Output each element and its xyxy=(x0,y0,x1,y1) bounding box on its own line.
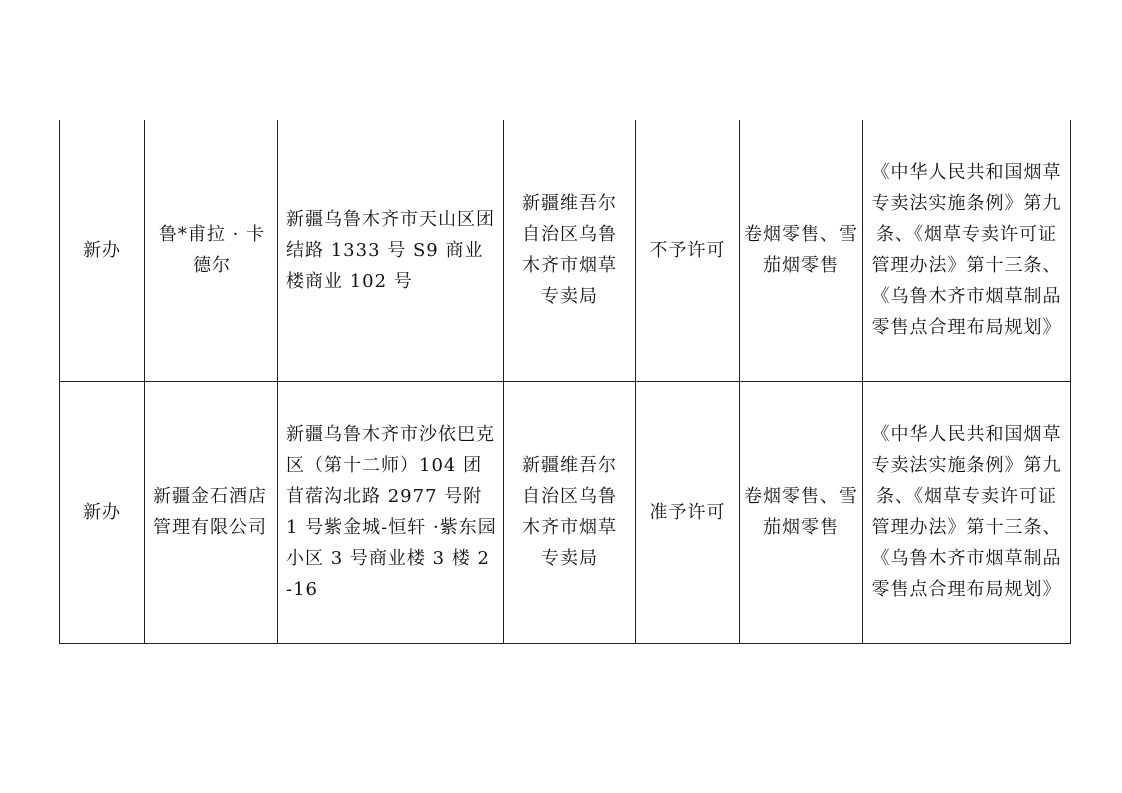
cell-type: 新办 xyxy=(60,120,145,381)
cell-name: 新疆金石酒店管理有限公司 xyxy=(145,381,278,643)
license-table xyxy=(59,120,1071,644)
cell-address: 新疆乌鲁木齐市天山区团结路 1333 号 S9 商业楼商业 102 号 xyxy=(278,120,504,381)
table-row xyxy=(60,120,1071,381)
cell-authority: 新疆维吾尔自治区乌鲁木齐市烟草专卖局 xyxy=(504,120,636,381)
cell-basis: 《中华人民共和国烟草专卖法实施条例》第九条、《烟草专卖许可证管理办法》第十三条、《乌鲁木齐市烟草制品零售点合理布局规划》 xyxy=(863,381,1071,643)
cell-scope: 卷烟零售、雪茄烟零售 xyxy=(740,381,863,643)
cell-scope: 卷烟零售、雪茄烟零售 xyxy=(740,120,863,381)
cell-result: 不予许可 xyxy=(636,120,740,381)
cell-name: 鲁*甫拉 · 卡德尔 xyxy=(145,120,278,381)
cell-basis: 《中华人民共和国烟草专卖法实施条例》第九条、《烟草专卖许可证管理办法》第十三条、《乌鲁木齐市烟草制品零售点合理布局规划》 xyxy=(863,120,1071,381)
cell-address: 新疆乌鲁木齐市沙依巴克区（第十二师）104 团苜蓿沟北路 2977 号附 1 号紫金城-恒轩 ·紫东园小区 3 号商业楼 3 楼 2-16 xyxy=(278,381,504,643)
table-row xyxy=(60,381,1071,643)
cell-authority: 新疆维吾尔自治区乌鲁木齐市烟草专卖局 xyxy=(504,381,636,643)
cell-result: 准予许可 xyxy=(636,381,740,643)
cell-type: 新办 xyxy=(60,381,145,643)
